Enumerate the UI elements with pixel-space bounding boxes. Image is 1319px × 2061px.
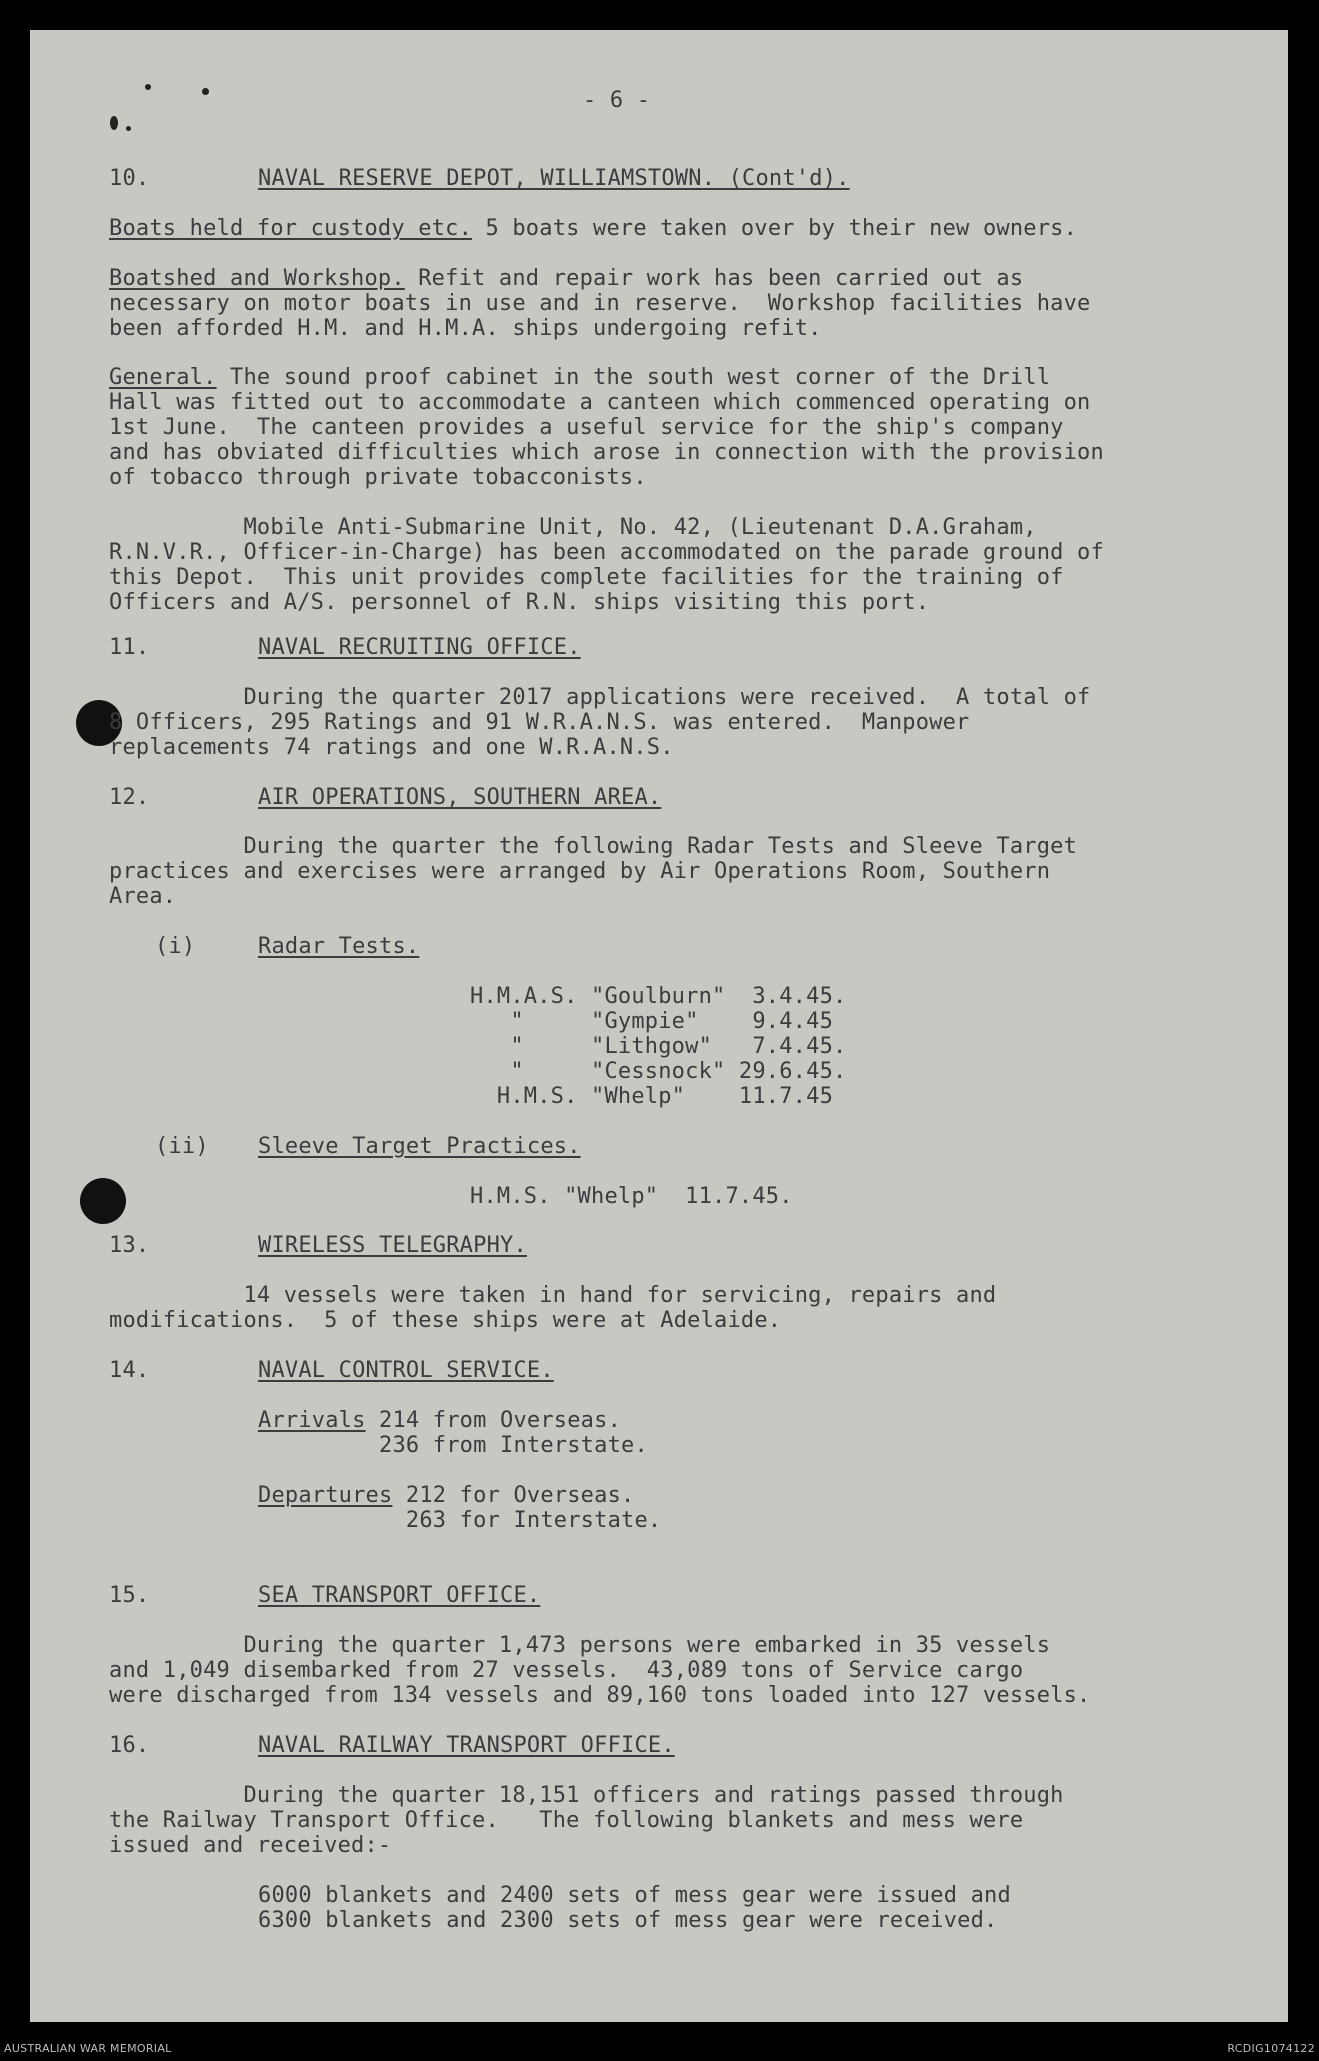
railway-paragraph: During the quarter 18,151 officers and ratings passed through the Railway Transport Office. The following blankets and mess were issued and received:- — [109, 1783, 1064, 1858]
sea-transport-paragraph: During the quarter 1,473 persons were embarked in 35 vessels and 1,049 disembarked from 27 vessels. 43,089 tons of Service cargo were discharged from 134 vessels and 89,160 tons loaded into 127 vessels. — [109, 1633, 1091, 1708]
item-ii-number: (ii) — [155, 1134, 209, 1159]
blankets-paragraph: 6000 blankets and 2400 sets of mess gear were issued and 6300 blankets and 2300 sets of mess gear were received. — [258, 1883, 1011, 1933]
boats-label: Boats held for custody etc. — [109, 216, 473, 241]
section-15-heading: SEA TRANSPORT OFFICE. — [258, 1583, 541, 1608]
arrivals-text: 214 from Overseas. 236 from Interstate. — [379, 1408, 648, 1458]
page-number: - 6 - — [583, 88, 651, 113]
section-10-heading: NAVAL RESERVE DEPOT, WILLIAMSTOWN. (Cont'd). — [258, 166, 850, 191]
departures-text: 212 for Overseas. 263 for Interstate. — [405, 1483, 662, 1533]
general-label: General. — [109, 365, 217, 390]
section-12-heading: AIR OPERATIONS, SOUTHERN AREA. — [258, 785, 662, 810]
wireless-paragraph: 14 vessels were taken in hand for servicing, repairs and modifications. 5 of these ships were at Adelaide. — [109, 1283, 997, 1333]
boats-text: 5 boats were taken over by their new owners. — [472, 216, 1078, 241]
sleeve-target-entry: H.M.S. "Whelp" 11.7.45. — [470, 1184, 793, 1209]
departures-block — [258, 1483, 661, 1533]
recruiting-paragraph: During the quarter 2017 applications were received. A total of 8 Officers, 295 Ratings and 91 W.R.A.N.S. was entered. Manpower replacements 74 ratings and one W.R.A.N.S. — [109, 685, 1091, 760]
section-13-heading: WIRELESS TELEGRAPHY. — [258, 1233, 527, 1258]
document-page — [30, 30, 1288, 2022]
section-16-number: 16. — [109, 1733, 150, 1758]
section-10-number: 10. — [109, 166, 150, 191]
ink-speck — [202, 88, 209, 95]
boatshed-paragraph — [109, 266, 1091, 341]
radar-tests-label: Radar Tests. — [258, 934, 420, 959]
section-14-heading: NAVAL CONTROL SERVICE. — [258, 1358, 554, 1383]
ink-speck — [126, 126, 131, 131]
boatshed-label: Boatshed and Workshop. — [109, 266, 405, 291]
ink-speck — [110, 116, 118, 130]
boats-paragraph — [109, 216, 1077, 241]
general-paragraph — [109, 365, 1104, 490]
section-15-number: 15. — [109, 1583, 150, 1608]
footer-credit: AUSTRALIAN WAR MEMORIAL — [4, 2042, 172, 2055]
arrivals-block — [258, 1408, 648, 1458]
section-14-number: 14. — [109, 1358, 150, 1383]
arrivals-label: Arrivals — [258, 1408, 366, 1433]
air-ops-paragraph: During the quarter the following Radar Tests and Sleeve Target practices and exercises were arranged by Air Operations Room, Southern Area. — [109, 834, 1078, 909]
section-11-number: 11. — [109, 635, 150, 660]
section-13-number: 13. — [109, 1233, 150, 1258]
section-11-heading: NAVAL RECRUITING OFFICE. — [258, 635, 581, 660]
sleeve-target-label: Sleeve Target Practices. — [258, 1134, 581, 1159]
section-12-number: 12. — [109, 785, 150, 810]
item-i-number: (i) — [155, 934, 196, 959]
radar-tests-list: H.M.A.S. "Goulburn" 3.4.45. " "Gympie" 9.4.45 " "Lithgow" 7.4.45. " "Cessnock" 29.6.45. H.M.S. "Whelp" 11.7.45 — [470, 984, 847, 1109]
section-16-heading: NAVAL RAILWAY TRANSPORT OFFICE. — [258, 1733, 675, 1758]
boatshed-text: Refit and repair work has been carried out as necessary on motor boats in use and in reserve. Workshop facilities have been afforded H.M. and H.M.A. ships undergoing refit. — [109, 266, 1091, 341]
footer-record-id: RCDIG1074122 — [1227, 2042, 1315, 2055]
general-text: The sound proof cabinet in the south west corner of the Drill Hall was fitted out to accommodate a canteen which commenced operating on 1st June. The canteen provides a useful service for the ship's company and has obviated difficulties which arose in connection with the provision of tobacco through private tobacconists. — [109, 365, 1104, 490]
departures-label: Departures — [258, 1483, 393, 1508]
punch-hole — [80, 1178, 126, 1224]
mobile-unit-paragraph: Mobile Anti-Submarine Unit, No. 42, (Lieutenant D.A.Graham, R.N.V.R., Officer-in-Charge) has been accommodated on the parade ground of this Depot. This unit provides complete facilities for the training of Officers and A/S. personnel of R.N. ships visiting this port. — [109, 515, 1104, 615]
ink-speck — [145, 84, 151, 90]
